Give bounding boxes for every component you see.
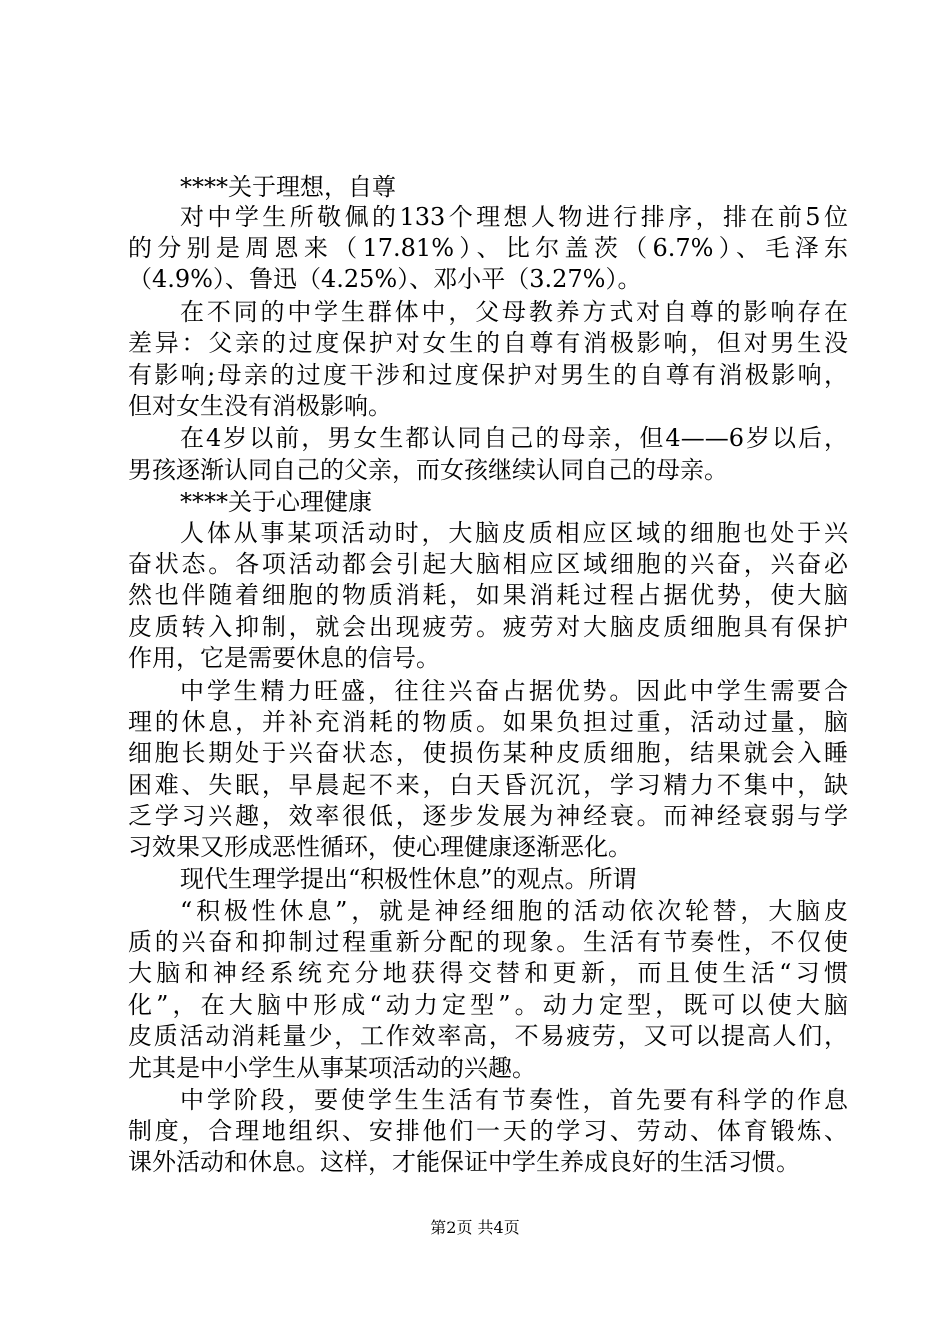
paragraph-line: 奋状态。各项活动都会引起大脑相应区域细胞的兴奋，兴奋必 [128, 550, 848, 578]
paragraph-line: 有影响;母亲的过度干涉和过度保护对男生的自尊有消极影响， [128, 361, 848, 389]
paragraph-line: 对中学生所敬佩的133个理想人物进行排序，排在前5位 [180, 203, 848, 231]
paragraph-line: （4.9%）、鲁迅（4.25%）、邓小平（3.27%）。 [128, 265, 642, 293]
paragraph-line: 尤其是中小学生从事某项活动的兴趣。 [128, 1054, 536, 1082]
paragraph-line: 中学阶段，要使学生生活有节奏性，首先要有科学的作息 [180, 1086, 848, 1114]
paragraph-line: 困难、失眠，早晨起不来，白天昏沉沉，学习精力不集中，缺 [128, 771, 848, 799]
paragraph-line: 皮质转入抑制，就会出现疲劳。疲劳对大脑皮质细胞具有保护 [128, 613, 848, 641]
paragraph-line: 中学生精力旺盛，往往兴奋占据优势。因此中学生需要合 [180, 677, 848, 705]
paragraph-line: 大脑和神经系统充分地获得交替和更新，而且使生活“习惯 [128, 959, 848, 987]
paragraph-line: 现代生理学提出“积极性休息”的观点。所谓 [180, 865, 637, 893]
paragraph-line: 理的休息，并补充消耗的物质。如果负担过重，活动过量，脑 [128, 708, 848, 736]
paragraph-line: “积极性休息”，就是神经细胞的活动依次轮替，大脑皮 [180, 897, 848, 925]
paragraph-line: 习效果又形成恶性循环，使心理健康逐渐恶化。 [128, 833, 632, 861]
paragraph-line: 化”，在大脑中形成“动力定型”。动力定型，既可以使大脑 [128, 991, 848, 1019]
paragraph-line: 在4岁以前，男女生都认同自己的母亲，但4——6岁以后， [180, 424, 848, 452]
paragraph-line: 制度，合理地组织、安排他们一天的学习、劳动、体育锻炼、 [128, 1117, 848, 1145]
paragraph-line: 男孩逐渐认同自己的父亲，而女孩继续认同自己的母亲。 [128, 456, 728, 484]
paragraph-line: 然也伴随着细胞的物质消耗，如果消耗过程占据优势，使大脑 [128, 581, 848, 609]
paragraph-line: 人体从事某项活动时，大脑皮质相应区域的细胞也处于兴 [180, 519, 848, 547]
paragraph-line: 但对女生没有消极影响。 [128, 392, 392, 420]
paragraph-line: 在不同的中学生群体中，父母教养方式对自尊的影响存在 [180, 298, 848, 326]
paragraph-line: 细胞长期处于兴奋状态，使损伤某种皮质细胞，结果就会入睡 [128, 739, 848, 767]
section-heading-mental-health: ****关于心理健康 [180, 488, 372, 516]
paragraph-line: 作用，它是需要休息的信号。 [128, 644, 440, 672]
page-number-footer: 第2页 共4页 [430, 1218, 520, 1237]
paragraph-line: 乏学习兴趣，效率很低，逐步发展为神经衰。而神经衰弱与学 [128, 802, 848, 830]
paragraph-line: 的分别是周恩来（17.81%）、比尔盖茨（6.7%）、毛泽东 [128, 234, 848, 262]
section-heading-ideals: ****关于理想，自尊 [180, 173, 396, 201]
paragraph-line: 质的兴奋和抑制过程重新分配的现象。生活有节奏性，不仅使 [128, 928, 848, 956]
paragraph-line: 课外活动和休息。这样，才能保证中学生养成良好的生活习惯。 [128, 1148, 800, 1176]
paragraph-line: 差异：父亲的过度保护对女生的自尊有消极影响，但对男生没 [128, 329, 848, 357]
paragraph-line: 皮质活动消耗量少，工作效率高，不易疲劳，又可以提高人们， [128, 1022, 848, 1050]
